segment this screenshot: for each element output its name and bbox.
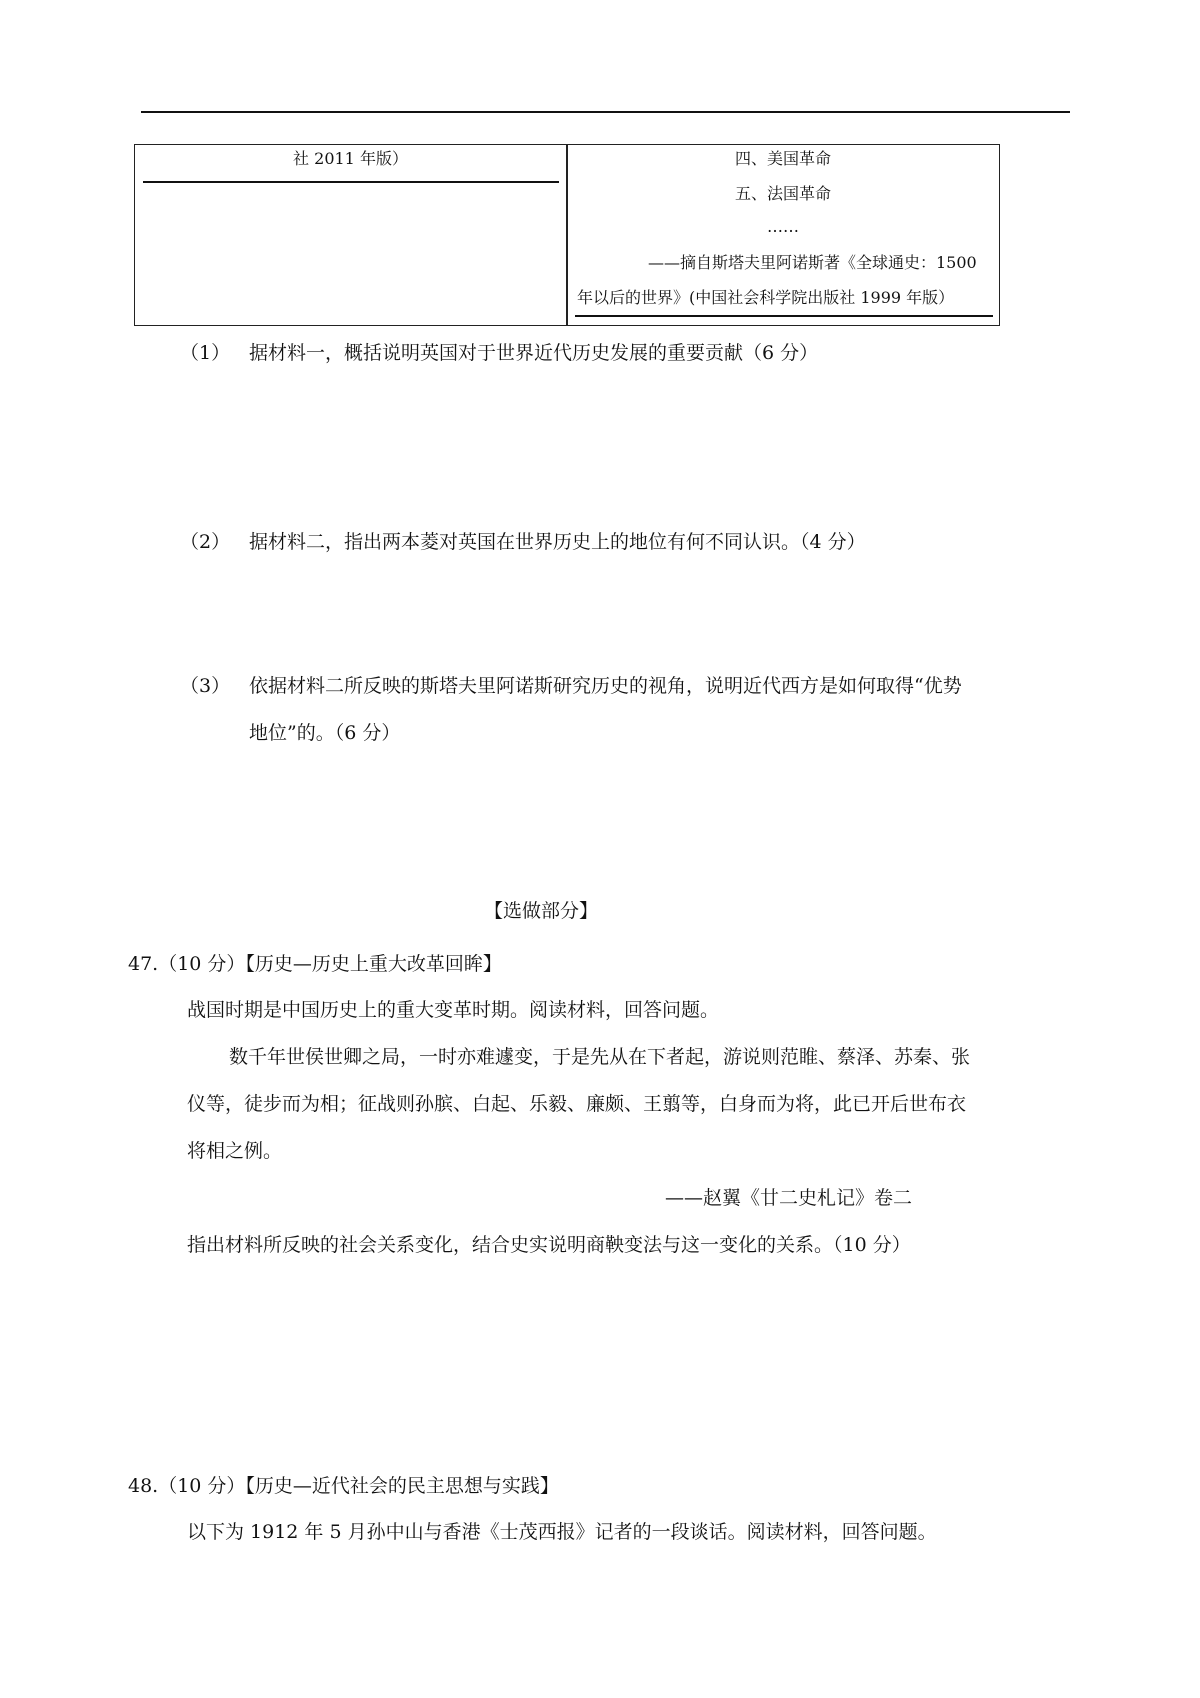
question-47-quote-line-2: 仪等，徒步而为相；征战则孙膑、白起、乐毅、廉颇、王翦等，白身而为将，此已开后世布衣 [187,1093,967,1115]
question-47-title: 47.（10 分）【历史—历史上重大改革回眸】 [128,953,502,975]
question-3-text-line-2: 地位”的。（6 分） [249,722,401,744]
right-cell-line-2: 五、法国革命 [734,184,831,203]
question-47-quote-line-3: 将相之例。 [187,1140,283,1162]
header-rule [141,111,1070,113]
question-48-intro: 以下为 1912 年 5 月孙中山与香港《士茂西报》记者的一段谈话。阅读材料，回答问题。 [187,1521,937,1543]
left-cell-text: 社 2011 年版） [293,149,408,168]
question-47-source: ——赵翼《廿二史札记》卷二 [665,1187,913,1209]
elective-heading: 【选做部分】 [484,900,599,922]
question-1-text: 据材料一，概括说明英国对于世界近代历史发展的重要贡献（6 分） [249,342,819,364]
question-2-number: （2） [180,531,231,553]
question-3-text-line-1: 依据材料二所反映的斯塔夫里阿诺斯研究历史的视角，说明近代西方是如何取得“优势 [249,675,962,697]
material-table [134,144,1000,326]
right-cell-line-1: 四、美国革命 [734,149,831,168]
question-47-quote-line-1: 数千年世侯世卿之局，一时亦难遽变，于是先从在下者起，游说则范睢、蔡泽、苏秦、张 [229,1046,971,1068]
right-cell-source-2: 年以后的世界》(中国社会科学院出版社 1999 年版） [577,288,955,307]
question-48-title: 48.（10 分）【历史—近代社会的民主思想与实践】 [128,1475,559,1497]
question-2-text: 据材料二，指出两本菱对英国在世界历史上的地位有何不同认识。（4 分） [249,531,866,553]
question-47-intro: 战国时期是中国历史上的重大变革时期。阅读材料，回答问题。 [187,999,720,1021]
right-cell-underline [575,315,993,317]
question-1-number: （1） [180,342,231,364]
question-47-task: 指出材料所反映的社会关系变化，结合史实说明商鞅变法与这一变化的关系。（10 分） [187,1234,911,1256]
left-cell-underline [143,181,559,183]
right-cell-ellipsis: …… [767,217,799,236]
question-3-number: （3） [180,675,231,697]
right-cell-source-1: ——摘自斯塔夫里阿诺斯著《全球通史：1500 [648,253,977,272]
